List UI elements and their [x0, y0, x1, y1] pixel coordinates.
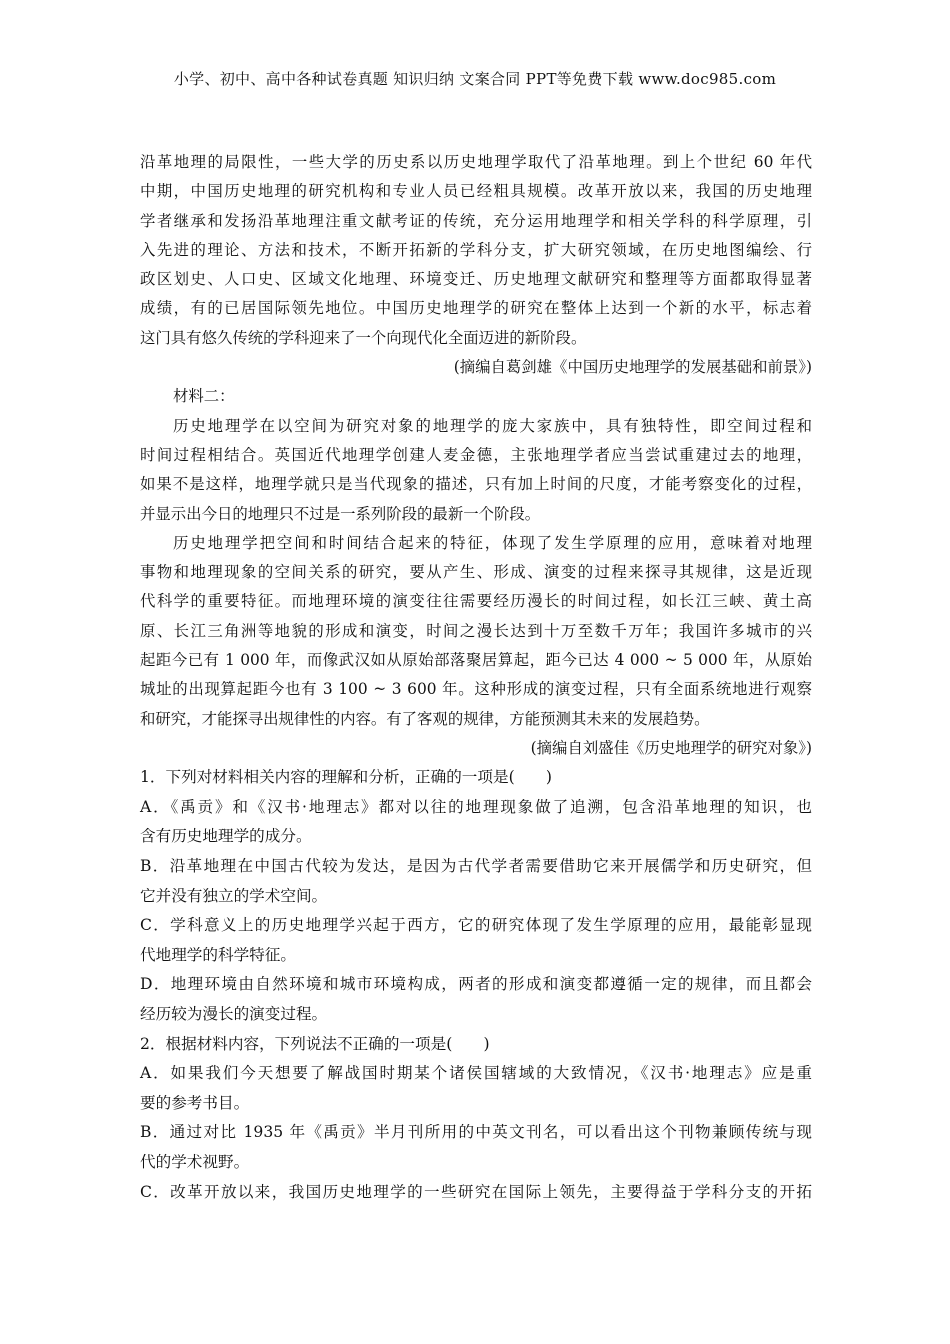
material-two-paragraph-two	[140, 529, 812, 734]
option-text: 要的参考书目。	[140, 1093, 250, 1112]
text-line: 起距今已有 1 000 年，而像武汉如从原始部落聚居算起，距今已达 4 000 ~ 5 000 年，从原始	[140, 651, 812, 670]
option-text: A．如果我们今天想要了解战国时期某个诸侯国辖域的大致情况，《汉书·地理志》应是重	[140, 1064, 812, 1083]
text-line: 学者继承和发扬沿革地理注重文献考证的传统，充分运用地理学和相关学科的科学原理，引	[140, 211, 812, 230]
material-two-paragraph-one	[140, 412, 812, 529]
option-text: C．改革开放以来，我国历史地理学的一些研究在国际上领先，主要得益于学科分支的开拓	[140, 1182, 812, 1201]
material-one-paragraph	[140, 148, 812, 353]
option-text: 经历较为漫长的演变过程。	[140, 1004, 328, 1023]
question-one	[140, 763, 812, 1029]
option-b[interactable]	[140, 1118, 812, 1177]
text-line: 中期，中国历史地理的研究机构和专业人员已经粗具规模。改革开放以来，我国的历史地理	[140, 182, 812, 201]
option-a[interactable]	[140, 1059, 812, 1118]
text-line: 历史地理学把空间和时间结合起来的特征，体现了发生学原理的应用，意味着对地理	[173, 533, 812, 552]
option-c[interactable]	[140, 1178, 812, 1208]
option-text: 它并没有独立的学术空间。	[140, 886, 328, 905]
text-line: 代科学的重要特征。而地理环境的演变往往需要经历漫长的时间过程，如长江三峡、黄土高	[140, 592, 812, 611]
text-line: 入先进的理论、方法和技术，不断开拓新的学科分支，扩大研究领域，在历史地图编绘、行	[140, 240, 812, 259]
text-line: 成绩，有的已居国际领先地位。中国历史地理学的研究在整体上达到一个新的水平，标志着	[140, 299, 812, 318]
question-stem: 1．下列对材料相关内容的理解和分析，正确的一项是( )	[140, 768, 552, 787]
text-line: 城址的出现算起距今也有 3 100 ~ 3 600 年。这种形成的演变过程，只有全面系统地进行观察	[140, 680, 812, 699]
text-line: 事物和地理现象的空间关系的研究，要从产生、形成、演变的过程来探寻其规律，这是近现	[140, 563, 812, 582]
option-text: A．《禹贡》和《汉书·地理志》都对以往的地理现象做了追溯，包含沿革地理的知识，也	[140, 797, 812, 816]
page-header: 小学、初中、高中各种试卷真题 知识归纳 文案合同 PPT等免费下载 www.doc985.com	[173, 70, 777, 88]
source-citation: (摘编自刘盛佳《历史地理学的研究对象》)	[530, 738, 812, 757]
option-text: 含有历史地理学的成分。	[140, 827, 312, 846]
text-line: 原、长江三角洲等地貌的形成和演变，时间之漫长达到十万至数千万年；我国许多城市的兴	[140, 621, 812, 640]
text-line: 并显示出今日的地理只不过是一系列阶段的最新一个阶段。	[140, 504, 541, 523]
option-text: B．沿革地理在中国古代较为发达，是因为古代学者需要借助它来开展儒学和历史研究，但	[140, 857, 812, 876]
option-d[interactable]	[140, 970, 812, 1029]
option-text: D．地理环境由自然环境和城市环境构成，两者的形成和演变都遵循一定的规律，而且都会	[140, 975, 812, 994]
source-citation: (摘编自葛剑雄《中国历史地理学的发展基础和前景》)	[453, 358, 812, 377]
text-line: 和研究，才能探寻出规律性的内容。有了客观的规律，方能预测其未来的发展趋势。	[140, 709, 710, 728]
question-stem: 2．根据材料内容，下列说法不正确的一项是( )	[140, 1034, 490, 1053]
option-text: C．学科意义上的历史地理学兴起于西方，它的研究体现了发生学原理的应用，最能彰显现	[140, 916, 812, 935]
option-c[interactable]	[140, 911, 812, 970]
question-two	[140, 1030, 812, 1208]
text-line: 沿革地理的局限性，一些大学的历史系以历史地理学取代了沿革地理。到上个世纪 60 年代	[140, 153, 812, 171]
option-a[interactable]	[140, 793, 812, 852]
text-line: 历史地理学在以空间为研究对象的地理学的庞大家族中，具有独特性，即空间过程和	[173, 416, 812, 435]
text-line: 时间过程相结合。英国近代地理学创建人麦金德，主张地理学者应当尝试重建过去的地理，	[140, 445, 812, 464]
text-line: 如果不是这样，地理学就只是当代现象的描述，只有加上时间的尺度，才能考察变化的过程，	[140, 475, 812, 494]
option-text: 代地理学的科学特征。	[140, 945, 296, 964]
material-two-heading: 材料二：	[173, 387, 235, 406]
text-line: 这门具有悠久传统的学科迎来了一个向现代化全面迈进的新阶段。	[140, 328, 587, 347]
option-text: B．通过对比 1935 年《禹贡》半月刊所用的中英文刊名，可以看出这个刊物兼顾传统与现	[140, 1123, 812, 1142]
document-body	[140, 148, 812, 1207]
option-text: 代的学术视野。	[140, 1152, 250, 1171]
option-b[interactable]	[140, 852, 812, 911]
text-line: 政区划史、人口史、区域文化地理、环境变迁、历史地理文献研究和整理等方面都取得显著	[140, 270, 812, 289]
